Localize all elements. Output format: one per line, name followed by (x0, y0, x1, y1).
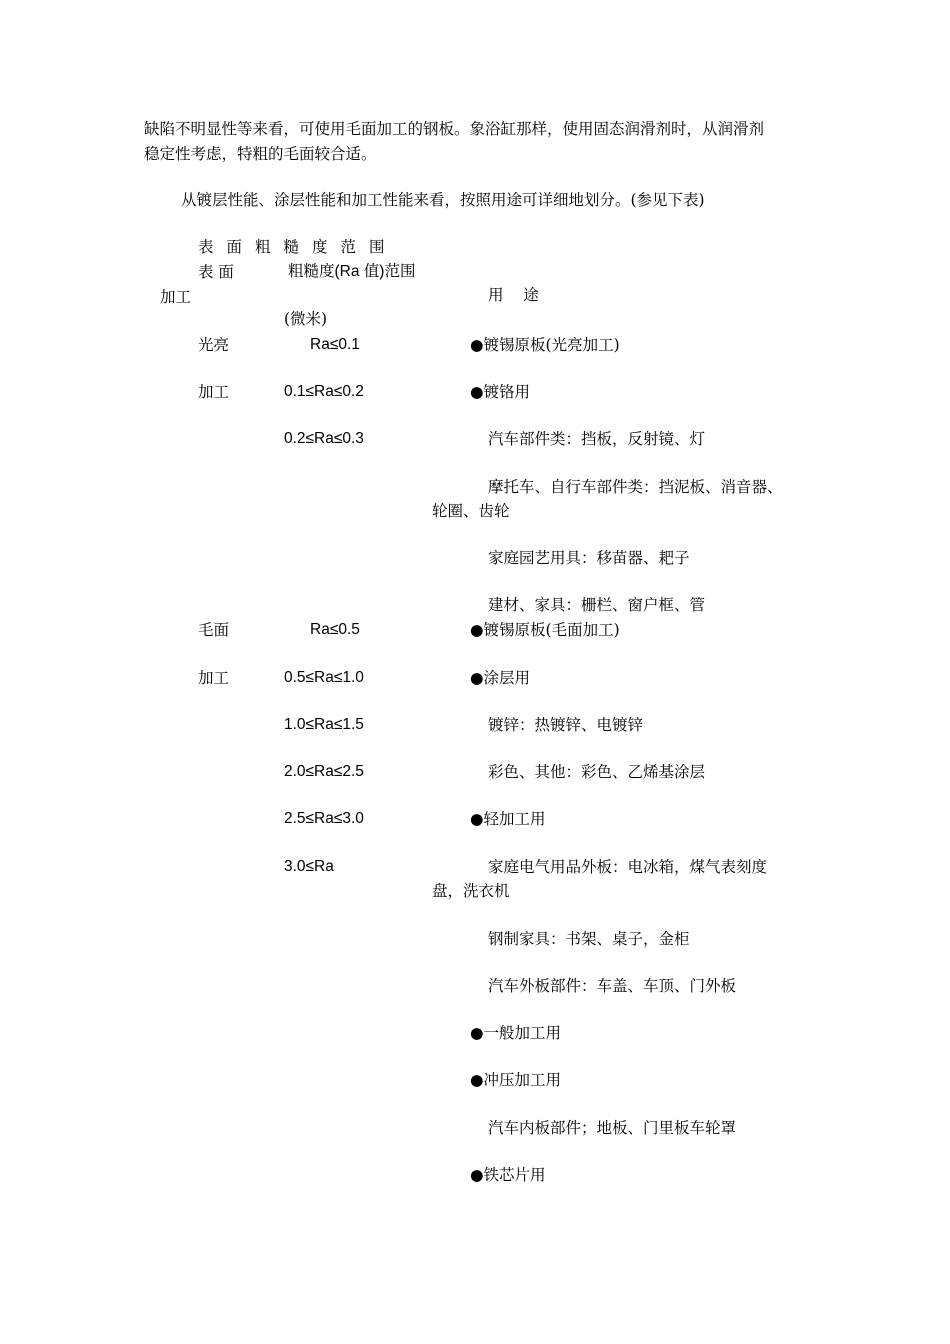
use-item: ●镀锡原板(毛面加工) (470, 621, 620, 639)
use-item: 钢制家具：书架、桌子，金柜 (488, 930, 690, 948)
header-roughness-unit: (微米) (284, 310, 328, 328)
paragraph-line: 缺陷不明显性等来看，可使用毛面加工的钢板。象浴缸那样，使用固态润滑剂时，从润滑剂 (144, 120, 765, 138)
roughness-range: Ra≤0.1 (310, 336, 360, 353)
use-item: ●镀铬用 (470, 383, 531, 401)
use-item: ●镀锡原板(光亮加工) (470, 336, 620, 354)
use-item: 汽车部件类：挡板，反射镜、灯 (488, 430, 706, 448)
roughness-range: 2.0≤Ra≤2.5 (284, 763, 364, 780)
use-item: 镀锌：热镀锌、电镀锌 (488, 716, 644, 734)
use-item: 汽车外板部件：车盖、车顶、门外板 (488, 977, 737, 995)
use-item: 家庭电气用品外板：电冰箱，煤气表刻度 (488, 858, 768, 876)
header-use: 用 途 (488, 286, 539, 304)
header-surface: 表 面 (198, 263, 234, 281)
use-item: 建材、家具：栅栏、窗户框、管 (488, 596, 706, 614)
use-item: ●铁芯片用 (470, 1166, 546, 1184)
use-item: ●涂层用 (470, 669, 531, 687)
use-item: ●轻加工用 (470, 810, 546, 828)
roughness-range: 2.5≤Ra≤3.0 (284, 810, 364, 827)
use-item: 家庭园艺用具：移苗器、耙子 (488, 549, 690, 567)
paragraph-line: 稳定性考虑，特粗的毛面较合适。 (144, 145, 377, 163)
roughness-range: 0.5≤Ra≤1.0 (284, 669, 364, 686)
use-item: 彩色、其他：彩色、乙烯基涂层 (488, 763, 706, 781)
use-item-cont: 轮圈、齿轮 (432, 502, 510, 520)
table-caption: 表面粗糙度范围 (198, 238, 398, 256)
header-roughness: 粗糙度(Ra 值)范围 (288, 263, 416, 280)
use-item: ●冲压加工用 (470, 1071, 562, 1089)
use-item: ●一般加工用 (470, 1024, 562, 1042)
paragraph: 从镀层性能、涂层性能和加工性能来看，按照用途可详细地划分。(参见下表) (181, 191, 705, 209)
bright-label: 光亮 (198, 336, 230, 354)
roughness-range: 0.1≤Ra≤0.2 (284, 383, 364, 400)
roughness-range: 3.0≤Ra (284, 858, 334, 875)
matte-label-cont: 加工 (198, 669, 230, 687)
header-surface-cont: 加工 (160, 288, 192, 306)
roughness-range: 1.0≤Ra≤1.5 (284, 716, 364, 733)
use-item: 汽车内板部件；地板、门里板车轮罩 (488, 1119, 737, 1137)
use-item: 摩托车、自行车部件类：挡泥板、消音器、 (488, 478, 783, 496)
roughness-range: 0.2≤Ra≤0.3 (284, 430, 364, 447)
matte-label: 毛面 (198, 621, 230, 639)
use-item-cont: 盘，洗衣机 (432, 882, 510, 900)
roughness-range: Ra≤0.5 (310, 621, 360, 638)
bright-label-cont: 加工 (198, 383, 230, 401)
